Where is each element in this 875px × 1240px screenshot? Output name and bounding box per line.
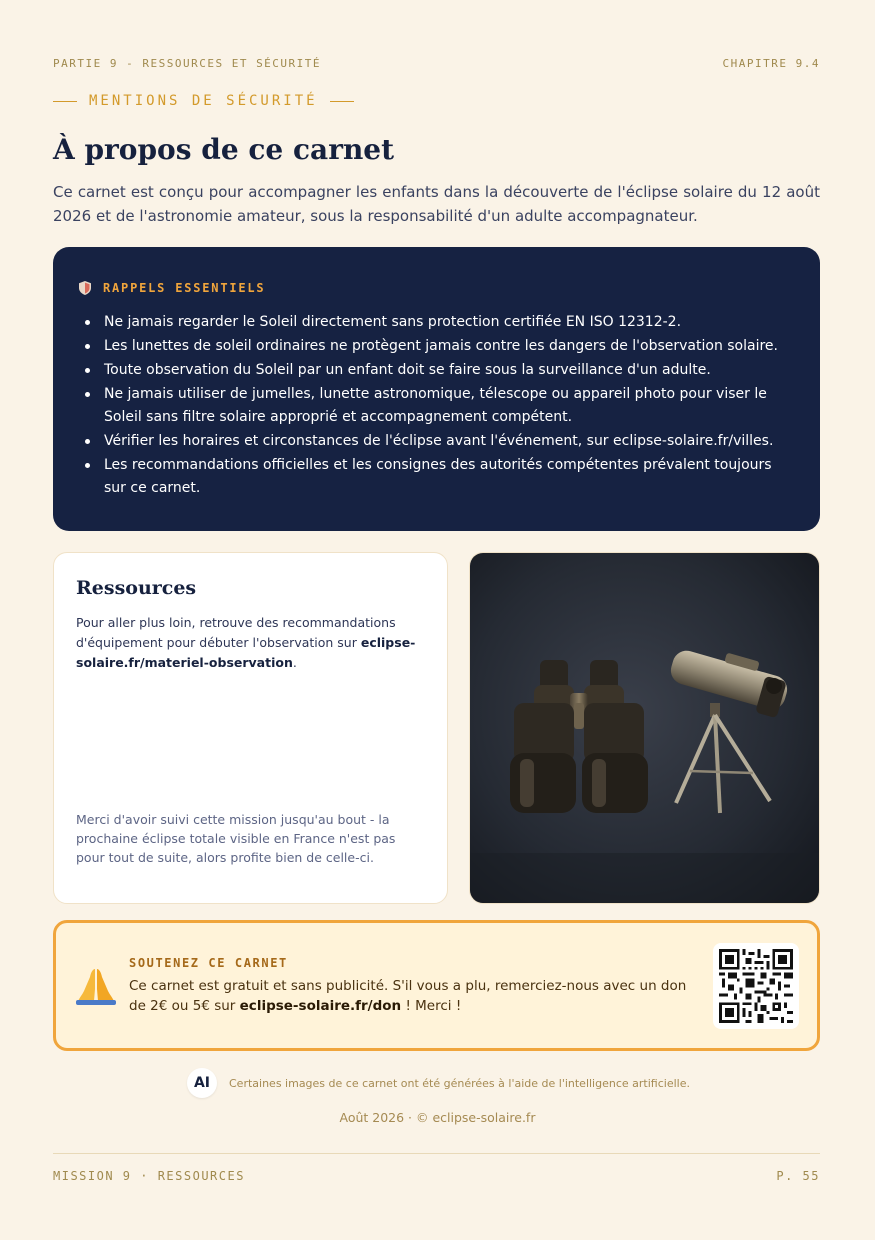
equipment-link[interactable]: eclipse-solaire.fr/materiel-observation	[76, 635, 416, 670]
list-item: Vérifier les horaires et circonstances de l'éclipse avant l'événement, sur eclipse-solaire.fr/villes.	[79, 430, 794, 453]
ai-disclaimer	[187, 1068, 690, 1098]
eyebrow-rule-left	[53, 101, 77, 102]
list-item: Ne jamais regarder le Soleil directement sans protection certifiée EN ISO 12312-2.	[79, 311, 794, 334]
shield-icon	[79, 281, 91, 295]
resources-title: Ressources	[76, 577, 197, 599]
safety-title	[79, 281, 794, 295]
support-title: SOUTENEZ CE CARNET	[129, 956, 288, 970]
page-footer	[53, 1169, 820, 1183]
page-title: À propos de ce carnet	[53, 133, 395, 166]
resources-text-end: .	[292, 655, 297, 670]
resources-card	[53, 552, 448, 904]
support-box	[53, 920, 820, 1051]
safety-reminders-box	[53, 247, 820, 531]
footer-divider	[53, 1153, 820, 1154]
support-text-start: Ce carnet est gratuit et sans publicité. S'il vous a plu, remerciez-nous avec un don de 2€ ou 5€ sur	[129, 978, 687, 1014]
support-text-end: ! Merci !	[401, 998, 462, 1014]
support-text	[129, 976, 699, 1016]
equipment-illustration	[470, 553, 820, 904]
ai-badge: AI	[187, 1068, 217, 1098]
page-header	[53, 57, 820, 70]
praying-hands-icon	[74, 963, 118, 1007]
binoculars-telescope-image	[469, 552, 820, 904]
ai-disclaimer-text: Certaines images de ce carnet ont été générées à l'aide de l'intelligence artificielle.	[229, 1076, 690, 1090]
list-item: Ne jamais utiliser de jumelles, lunette astronomique, télescope ou appareil photo pour viser le Soleil sans filtre solaire approprié et accompagnement compétent.	[79, 383, 794, 429]
intro-paragraph: Ce carnet est conçu pour accompagner les enfants dans la découverte de l'éclipse solaire du 12 août 2026 et de l'astronomie amateur, sous la responsabilité d'un adulte accompagnateur.	[53, 183, 820, 225]
mission-label: MISSION 9 · RESSOURCES	[53, 1169, 245, 1183]
section-label: PARTIE 9 - RESSOURCES ET SÉCURITÉ	[53, 57, 322, 70]
list-item: Les lunettes de soleil ordinaires ne protègent jamais contre les dangers de l'observation solaire.	[79, 335, 794, 358]
list-item: Toute observation du Soleil par un enfant doit se faire sous la surveillance d'un adulte.	[79, 359, 794, 382]
qr-code-image	[719, 949, 793, 1023]
qr-code[interactable]	[713, 943, 799, 1029]
safety-list	[79, 311, 794, 500]
resources-thanks: Merci d'avoir suivi cette mission jusqu'au bout - la prochaine éclipse totale visible en France n'est pas pour tout de suite, alors profite bien de celle-ci.	[76, 812, 396, 865]
resources-text-start: Pour aller plus loin, retrouve des recommandations d'équipement pour débuter l'observation sur	[76, 615, 396, 650]
eyebrow-rule-right	[330, 101, 354, 102]
list-item: Les recommandations officielles et les consignes des autorités compétentes prévalent toujours sur ce carnet.	[79, 454, 794, 500]
safety-title-label: RAPPELS ESSENTIELS	[103, 281, 266, 295]
resources-text	[76, 613, 425, 673]
page-number: P. 55	[776, 1169, 820, 1183]
eyebrow-label: MENTIONS DE SÉCURITÉ	[89, 93, 318, 109]
donation-link[interactable]: eclipse-solaire.fr/don	[239, 998, 402, 1014]
copyright-credit: Août 2026 · © eclipse-solaire.fr	[339, 1110, 536, 1125]
eyebrow	[53, 93, 354, 109]
chapter-label: CHAPITRE 9.4	[722, 57, 820, 70]
